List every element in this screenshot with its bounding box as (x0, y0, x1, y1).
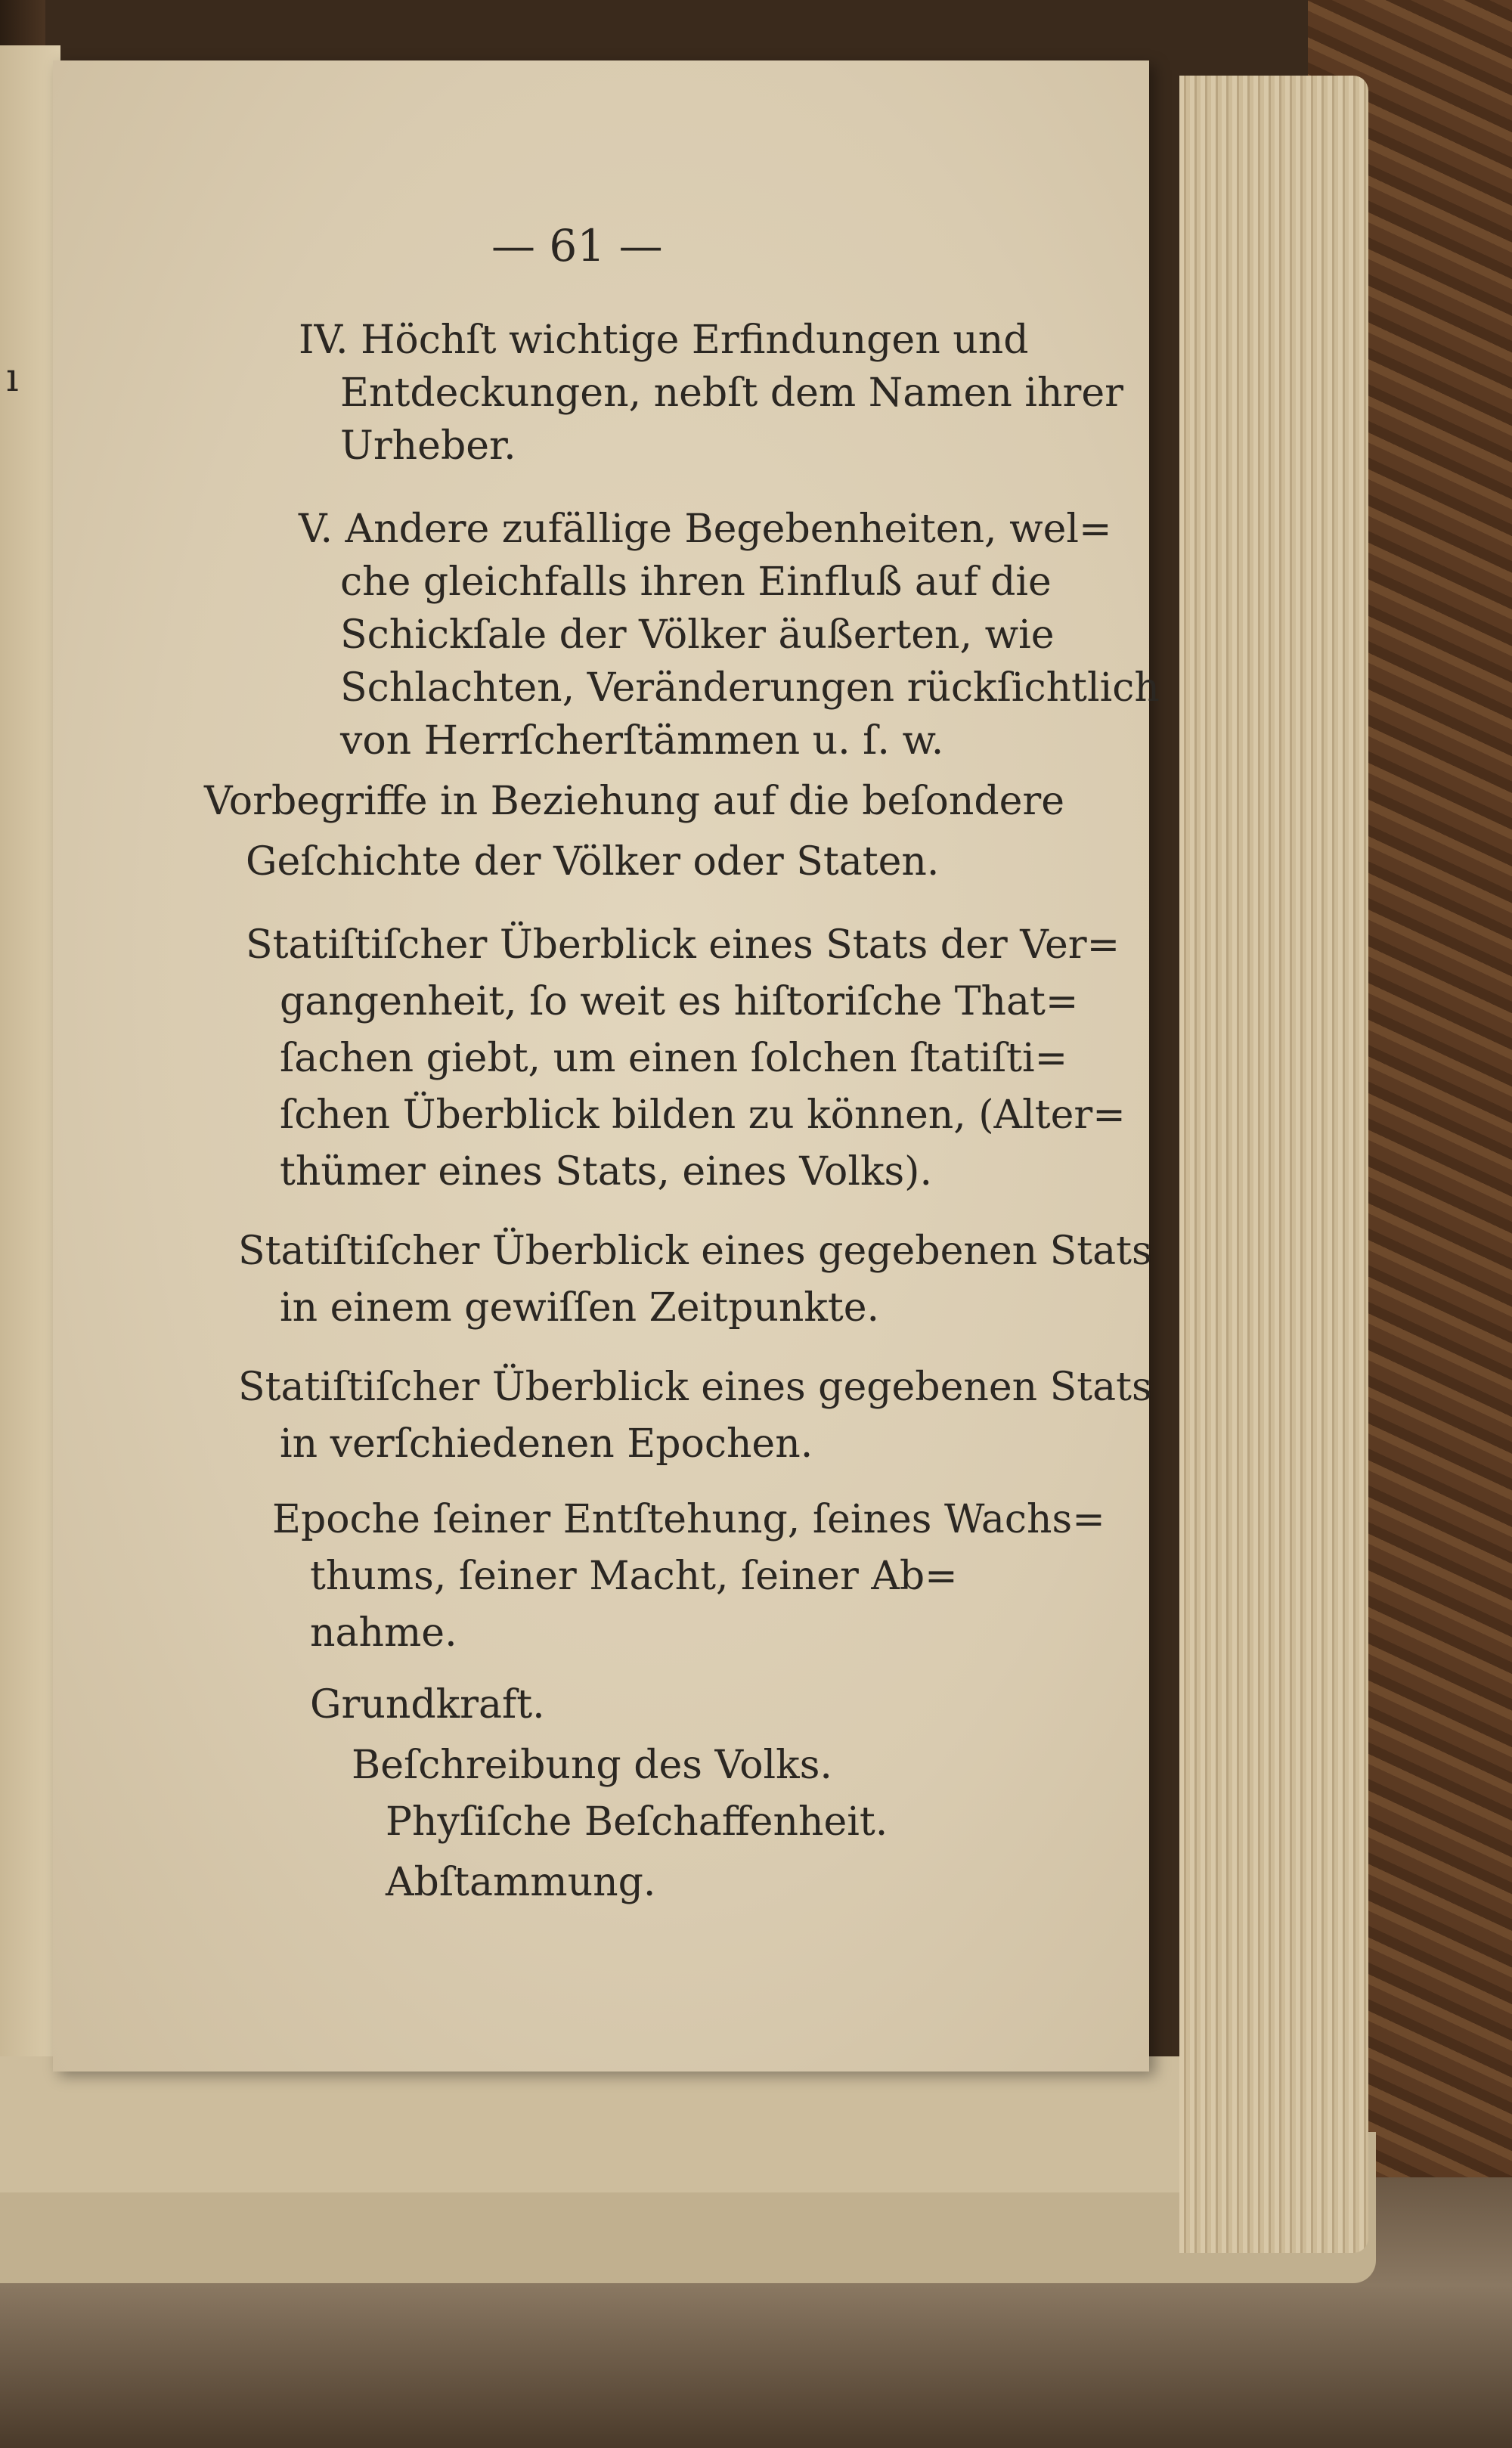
text-line: Grundkraft. (310, 1682, 545, 1728)
text-line: Geſchichte der Völker oder Staten. (246, 839, 940, 885)
page-number: — 61 — (491, 220, 663, 271)
text-line: Urheber. (340, 423, 516, 469)
page-edges (1179, 76, 1368, 2253)
text-line: gangenheit, ſo weit es hiſtoriſche That= (280, 979, 1079, 1024)
text-line: Epoche ſeiner Entſtehung, ſeines Wachs= (272, 1497, 1105, 1542)
text-line: Vorbegriffe in Beziehung auf die beſondere (204, 779, 1065, 824)
text-line: ſachen giebt, um einen ſolchen ſtatiſti= (280, 1036, 1068, 1081)
text-line: nahme. (310, 1610, 457, 1656)
text-line: Statiſtiſcher Überblick eines gegebenen Stats (238, 1229, 1152, 1274)
text-line: V. Andere zufällige Begebenheiten, wel= (299, 507, 1112, 552)
text-line: thums, ſeiner Macht, ſeiner Ab= (310, 1554, 958, 1599)
page-text (53, 60, 1160, 2072)
text-line: Schlachten, Veränderungen rückſichtlich (340, 665, 1160, 711)
text-line: von Herrſcherſtämmen u. ſ. w. (340, 718, 944, 764)
left-page-fragment: ı (6, 355, 19, 401)
text-line: in verſchiedenen Epochen. (280, 1421, 813, 1467)
text-line: Statiſtiſcher Überblick eines Stats der Ver= (246, 922, 1120, 968)
book-page (53, 60, 1160, 2072)
text-line: Beſchreibung des Volks. (352, 1743, 832, 1788)
text-line: in einem gewiſſen Zeitpunkte. (280, 1285, 880, 1331)
text-line: ſchen Überblick bilden zu können, (Alter= (280, 1092, 1126, 1138)
text-line: Abſtammung. (386, 1860, 656, 1905)
text-line: Schickſale der Völker äußerten, wie (340, 612, 1055, 658)
left-facing-page (0, 45, 60, 2056)
page-stack (0, 2056, 1240, 2192)
text-line: IV. Höchſt wichtige Erfindungen und (299, 318, 1029, 363)
text-line: Statiſtiſcher Überblick eines gegebenen Stats (238, 1365, 1152, 1410)
text-line: che gleichfalls ihren Einfluß auf die (340, 559, 1052, 605)
text-line: Entdeckungen, nebſt dem Namen ihrer (340, 370, 1123, 416)
text-line: thümer eines Stats, eines Volks). (280, 1149, 933, 1195)
text-line: Phyſiſche Beſchaffenheit. (386, 1799, 888, 1845)
